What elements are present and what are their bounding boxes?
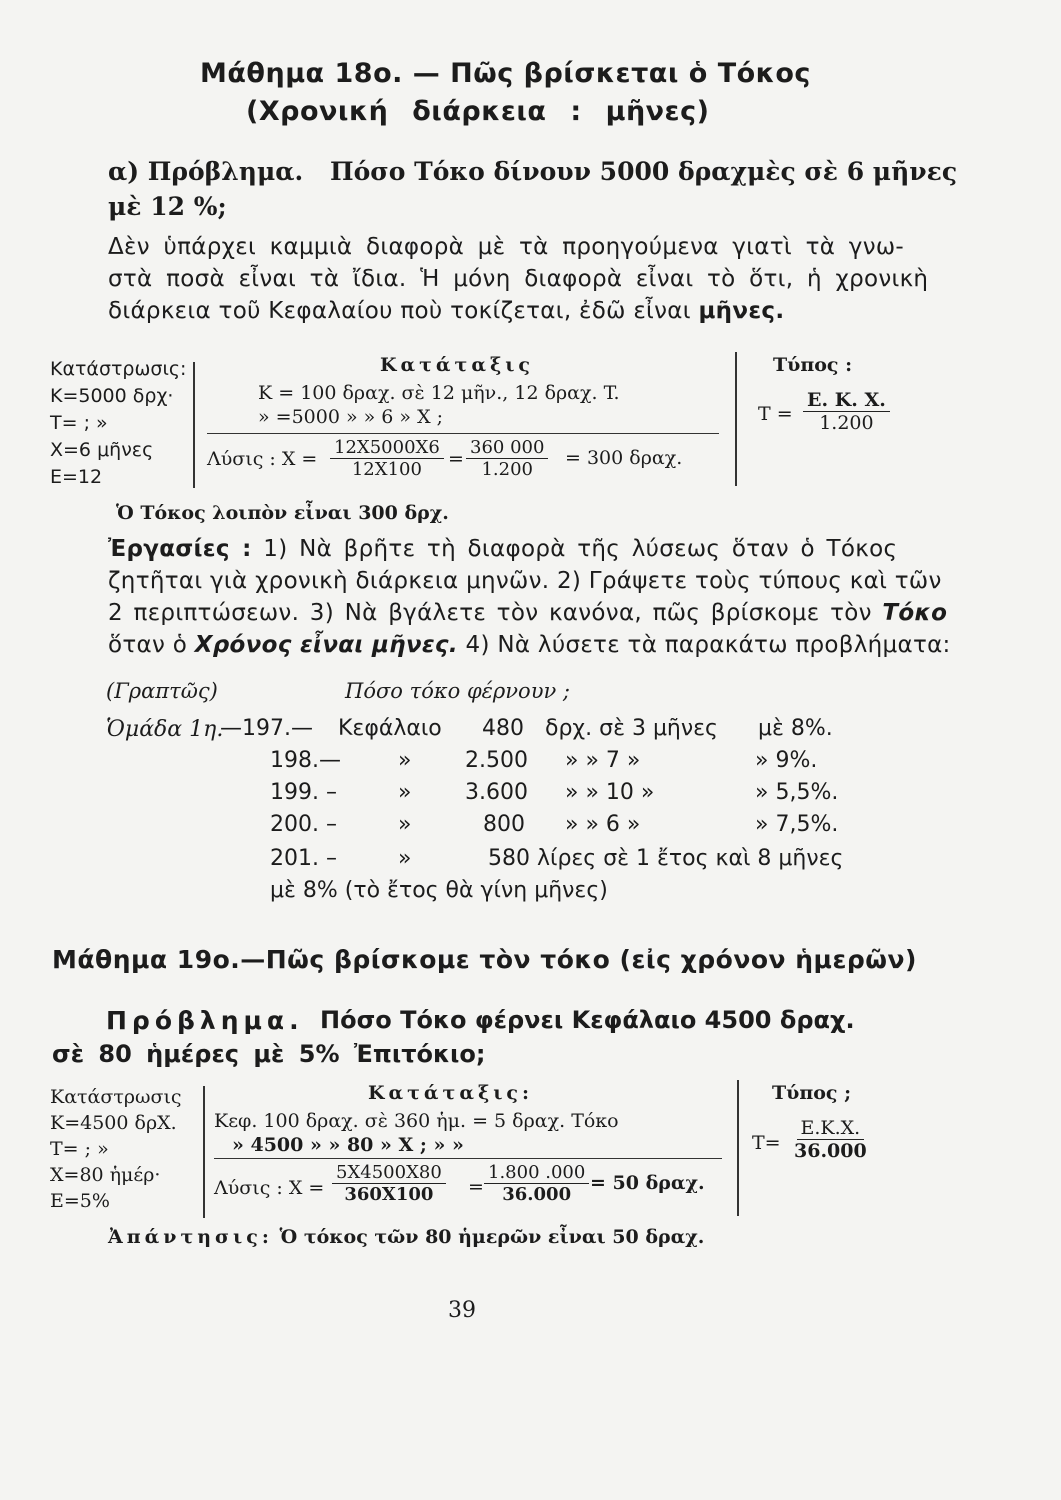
box-1-proportion-2: » =5000 » » 6 » X ;: [258, 406, 444, 428]
exercise-201-number: 201. –: [270, 846, 337, 871]
statement-line: T= ; »: [50, 412, 108, 434]
statement-line: Κατάστρωσις: [50, 1086, 182, 1108]
box-2-fraction-2: [484, 1162, 589, 1206]
fraction-denominator: 1.200: [819, 412, 874, 434]
tasks-emphasis: Χρόνος εἶναι μῆνες.: [194, 632, 458, 658]
exercise-197-number: —197.—: [220, 716, 313, 741]
page-number: 39: [448, 1298, 476, 1323]
exercise-198-b: 2.500: [465, 748, 528, 773]
exercise-200-number: 200. –: [270, 812, 337, 837]
fraction-numerator: 1.800 .000: [484, 1162, 589, 1184]
fraction-denominator: 12X100: [351, 459, 422, 480]
statement-line: Κατάστρωσις:: [50, 358, 187, 380]
exercise-199-b: 3.600: [465, 780, 528, 805]
tasks-line-4: ὅταν ὁ Χρόνος εἶναι μῆνες. 4) Νὰ λύσετε τὰ παρακάτω προβλήματα:: [108, 632, 951, 658]
fraction-numerator: E. K. X.: [803, 390, 890, 412]
box-1-formula-t: T =: [758, 403, 793, 425]
problem-1-label: α) Πρόβλημα.: [108, 157, 304, 186]
exercise-200-a: »: [398, 812, 412, 837]
lesson-19-title: Μάθημα 19ο.—Πῶς βρίσκομε τὸν τόκο (εἰς χρόνον ἡμερῶν): [52, 945, 917, 974]
box-2-proportion-1: Κεφ. 100 δραχ. σὲ 360 ἡμ. = 5 δραχ. Τόκο: [214, 1110, 619, 1132]
written-label: (Γραπτῶς): [106, 679, 218, 703]
statement-line: K=4500 δρΧ.: [50, 1112, 177, 1134]
fraction-denominator: 36.000: [502, 1184, 572, 1205]
exercise-198-a: »: [398, 748, 412, 773]
exercise-197-b: 480: [482, 716, 524, 741]
box-2-formula-t: T=: [752, 1132, 781, 1154]
exercise-197-a: Κεφάλαιο: [338, 716, 442, 741]
fraction-denominator: 360X100: [344, 1184, 434, 1205]
box-2-proportion-2: » 4500 » » 80 » X ; » »: [232, 1134, 464, 1156]
box-2-divider-left: [203, 1086, 205, 1218]
box-1-heading: Κατάταξις: [380, 354, 534, 376]
exercise-199-number: 199. –: [270, 780, 337, 805]
statement-line: E=12: [50, 466, 103, 488]
box-2-rule: [214, 1158, 722, 1159]
box-2-solution-label: Λύσις : X =: [214, 1177, 325, 1199]
paragraph-line-3: διάρκεια τοῦ Κεφαλαίου ποὺ τοκίζεται, ἐδῶ εἶναι μῆνες.: [108, 298, 785, 324]
answer-1: Ὁ Τόκος λοιπὸν εἶναι 300 δρχ.: [116, 502, 449, 524]
paragraph-line-1: Δὲν ὑπάρχει καμμιὰ διαφορὰ μὲ τὰ προηγούμενα γιατὶ τὰ γνω-: [108, 234, 905, 260]
problem-2-label: Πρόβλημα.: [106, 1006, 304, 1035]
exercise-200-d: » 7,5%.: [755, 812, 839, 837]
box-1-divider-right: [735, 352, 737, 486]
exercise-197-c: δρχ. σὲ 3 μῆνες: [545, 716, 718, 741]
box-2-fraction-1: [332, 1162, 446, 1206]
problem-1-text: Πόσο Τόκο δίνουν 5000 δραχμὲς σὲ 6 μῆνες: [330, 157, 958, 186]
problem-2-text-2: σὲ 80 ἡμέρες μὲ 5% Ἐπιτόκιο;: [52, 1040, 486, 1068]
fraction-denominator: 1.200: [481, 459, 533, 480]
exercise-198-d: » 9%.: [755, 748, 818, 773]
box-2-formula-fraction: [790, 1118, 871, 1162]
exercise-201-continued: μὲ 8% (τὸ ἔτος θὰ γίνη μῆνες): [270, 878, 608, 903]
box-2-equals: =: [468, 1176, 484, 1198]
lesson-18-subtitle: (Χρονική διάρκεια : μῆνες): [246, 96, 710, 127]
box-2-formula-heading: Τύπος ;: [772, 1082, 852, 1104]
box-1-rule: [207, 433, 719, 434]
exercise-198-number: 198.—: [270, 748, 341, 773]
box-2-heading: Κατάταξις:: [368, 1082, 533, 1104]
lesson-18-title: Μάθημα 18ο. — Πῶς βρίσκεται ὁ Τόκος: [200, 58, 811, 89]
statement-line: X=6 μῆνες: [50, 439, 154, 461]
exercise-200-b: 800: [483, 812, 525, 837]
box-1-result: = 300 δραχ.: [565, 447, 683, 469]
box-1-equals: =: [448, 448, 464, 470]
paragraph-line-2: στὰ ποσὰ εἶναι τὰ ἴδια. Ἡ μόνη διαφορὰ εἶναι τὸ ὅτι, ἡ χρονικὴ: [108, 266, 929, 292]
statement-line: T= ; »: [50, 1138, 109, 1160]
tasks-line-2: ζητῆται γιὰ χρονικὴ διάρκεια μηνῶν. 2) Γράψετε τοὺς τύπους καὶ τῶν: [108, 568, 942, 594]
fraction-denominator: 36.000: [794, 1140, 867, 1162]
statement-line: E=5%: [50, 1190, 110, 1212]
fraction-numerator: 5X4500X80: [332, 1162, 446, 1184]
fraction-numerator: 12X5000X6: [330, 437, 444, 459]
exercise-198-c: » » 7 »: [565, 748, 641, 773]
tasks-label: Ἐργασίες :: [108, 536, 252, 562]
exercise-199-c: » » 10 »: [565, 780, 655, 805]
exercise-200-c: » » 6 »: [565, 812, 641, 837]
tasks-line-3: 2 περιπτώσεων. 3) Νὰ βγάλετε τὸν κανόνα, πῶς βρίσκομε τὸν Τόκο: [108, 600, 948, 626]
answer-2-label: Ἀπάντησις:: [108, 1226, 273, 1248]
box-1-statement: [50, 356, 186, 491]
tasks-line-1: Ἐργασίες : 1) Νὰ βρῆτε τὴ διαφορὰ τῆς λύσεως ὅταν ὁ Τόκος: [108, 536, 898, 562]
answer-2: [108, 1226, 704, 1248]
box-2-result: = 50 δραχ.: [590, 1172, 705, 1194]
paragraph-bold-word: μῆνες.: [698, 298, 785, 324]
box-1-solution-label: Λύσις : X =: [207, 448, 318, 470]
exercise-201-a: »: [398, 846, 412, 871]
box-1-fraction-2: [466, 437, 548, 481]
box-2-statement: [50, 1084, 182, 1214]
problem-2-text: Πόσο Τόκο φέρνει Κεφάλαιο 4500 δραχ.: [320, 1006, 855, 1034]
tasks-emphasis: Τόκο: [882, 600, 948, 626]
statement-line: X=80 ἡμέρ·: [50, 1164, 161, 1186]
exercise-199-d: » 5,5%.: [755, 780, 839, 805]
statement-line: K=5000 δρχ·: [50, 385, 174, 407]
box-2-divider-right: [737, 1080, 739, 1216]
box-1-formula-heading: Τύπος :: [773, 354, 853, 376]
written-question: Πόσο τόκο φέρνουν ;: [345, 679, 570, 703]
exercise-201-b: 580 λίρες σὲ 1 ἔτος καὶ 8 μῆνες: [488, 846, 844, 871]
group-label: Ὁμάδα 1η.: [106, 717, 224, 742]
box-1-proportion-1: K = 100 δραχ. σὲ 12 μῆν., 12 δραχ. T.: [258, 382, 620, 404]
fraction-numerator: E.K.X.: [797, 1118, 865, 1140]
fraction-numerator: 360 000: [466, 437, 548, 459]
exercise-197-d: μὲ 8%.: [758, 716, 833, 741]
box-1-formula-fraction: [803, 390, 890, 434]
answer-2-text: Ὁ τόκος τῶν 80 ἡμερῶν εἶναι 50 δραχ.: [279, 1226, 705, 1248]
problem-1-rate: μὲ 12 %;: [108, 192, 227, 221]
box-1-divider-left: [193, 362, 195, 488]
box-1-fraction-1: [330, 437, 444, 481]
exercise-199-a: »: [398, 780, 412, 805]
